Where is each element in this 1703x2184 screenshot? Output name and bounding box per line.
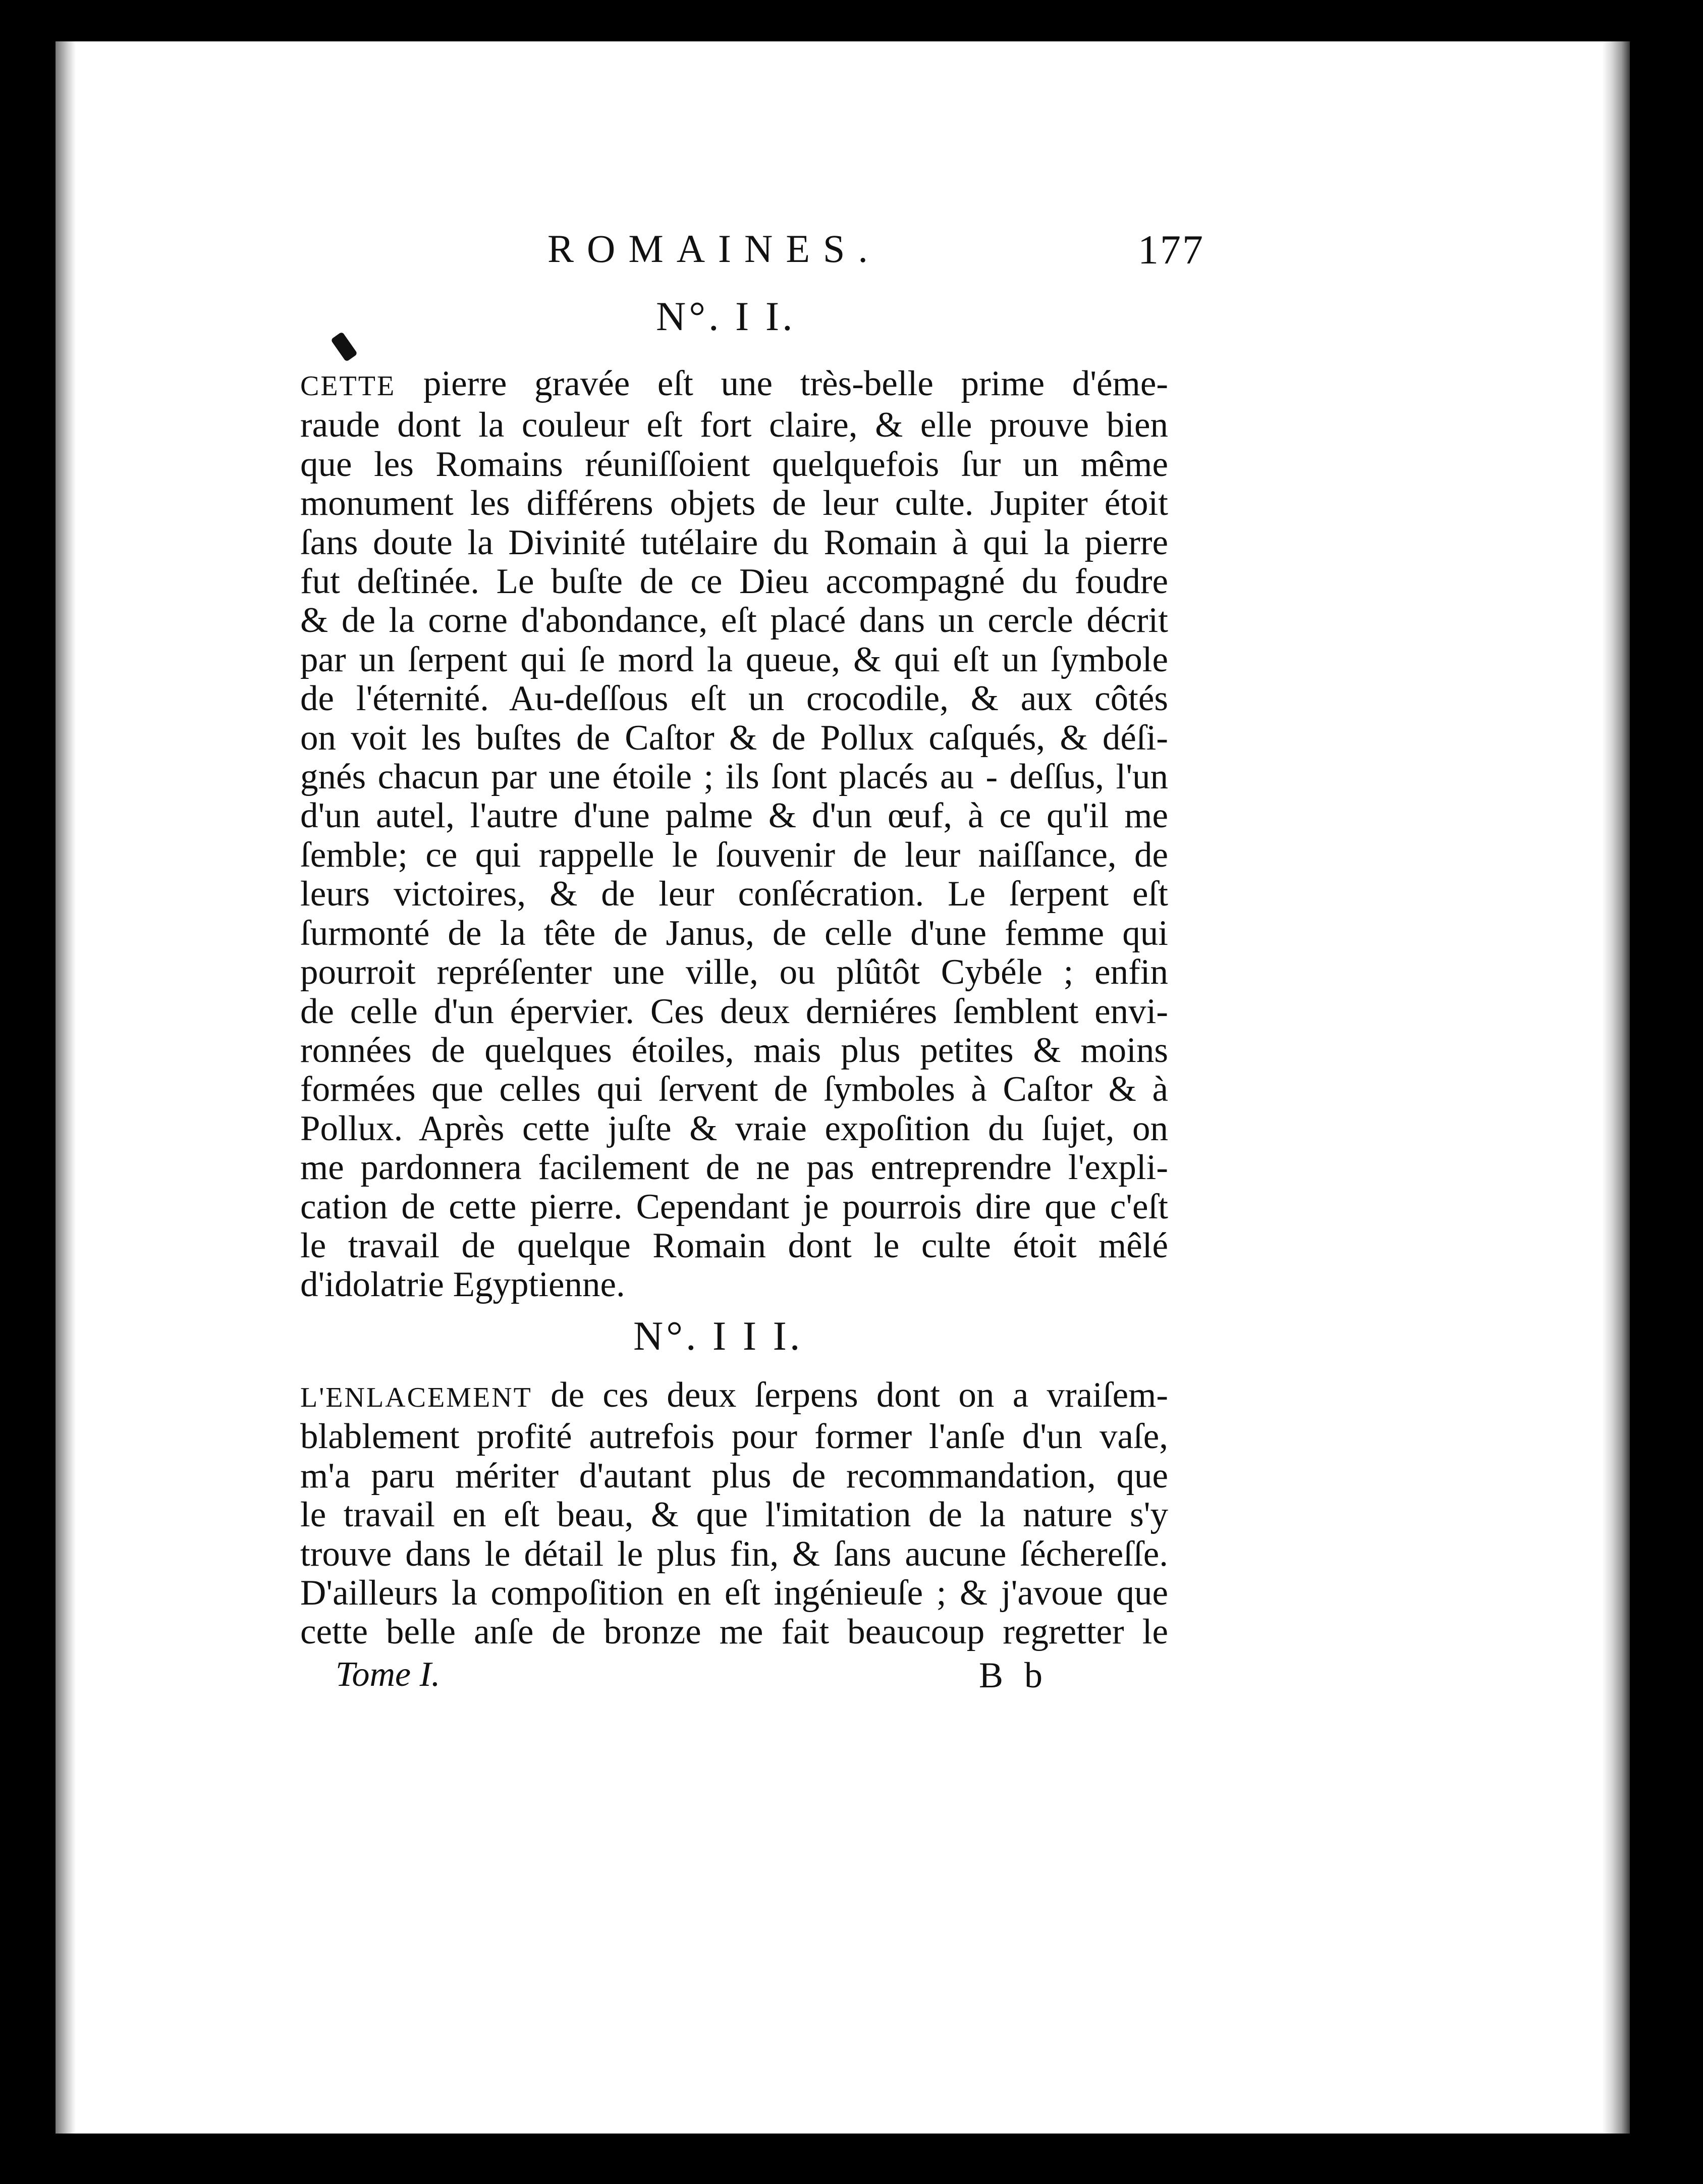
text-line: Pollux. Après cette juſte & vraie expoſition du ſujet, on: [300, 1108, 1168, 1148]
lead-in-small-caps: CETTE: [300, 370, 396, 402]
page-right-edge-shadow: [1602, 41, 1630, 2134]
section-heading-2: N°. I I.: [656, 293, 796, 339]
text-line: de celle d'un épervier. Ces deux derniéres ſemblent envi-: [300, 991, 1168, 1031]
text-line: le travail de quelque Romain dont le culte étoit mêlé: [300, 1226, 1168, 1265]
text-line: [300, 1376, 1168, 1417]
text-line: [300, 364, 1168, 406]
text-line: formées que celles qui ſervent de ſymboles à Caſtor & à: [300, 1070, 1168, 1109]
text-line: cation de cette pierre. Cependant je pourrois dire que c'eſt: [300, 1187, 1168, 1227]
text-line: me pardonnera facilement de ne pas entreprendre l'expli-: [300, 1148, 1168, 1188]
text-line: ſans doute la Divinité tutélaire du Romain à qui la pierre: [300, 522, 1168, 562]
section-heading-3: N°. I I I.: [633, 1313, 803, 1359]
paragraph-2: [300, 364, 1168, 1305]
text-line: ronnées de quelques étoiles, mais plus petites & moins: [300, 1030, 1168, 1070]
paragraph-3: [300, 1376, 1168, 1652]
text-line: cette belle anſe de bronze me fait beaucoup regretter le: [300, 1612, 1168, 1652]
text-line: que les Romains réuniſſoient quelquefois ſur un même: [300, 444, 1168, 484]
text-line: D'ailleurs la compoſition en eſt ingénieuſe ; & j'avoue que: [300, 1573, 1168, 1613]
text-line: leurs victoires, & de leur conſécration. Le ſerpent eſt: [300, 874, 1168, 914]
text-line: blablement profité autrefois pour former l'anſe d'un vaſe,: [300, 1417, 1168, 1457]
text-line: ſurmonté de la tête de Janus, de celle d'une femme qui: [300, 913, 1168, 953]
text-line: fut deſtinée. Le buſte de ce Dieu accompagné du foudre: [300, 562, 1168, 602]
text-line: de l'éternité. Au-deſſous eſt un crocodile, & aux côtés: [300, 679, 1168, 719]
running-head: ROMAINES.: [547, 227, 881, 271]
text-line: pourroit repréſenter une ville, ou plûtôt Cybéle ; enfin: [300, 952, 1168, 992]
volume-marker: Tome I.: [336, 1655, 441, 1694]
text-line: ſemble; ce qui rappelle le ſouvenir de leur naiſſance, de: [300, 835, 1168, 875]
text-line: on voit les buſtes de Caſtor & de Pollux caſqués, & déſi-: [300, 718, 1168, 758]
text-line: gnés chacun par une étoile ; ils ſont placés au - deſſus, l'un: [300, 757, 1168, 797]
text-line: m'a paru mériter d'autant plus de recommandation, que: [300, 1456, 1168, 1496]
text-line: le travail en eſt beau, & que l'imitation de la nature s'y: [300, 1495, 1168, 1535]
signature-mark: B b: [979, 1655, 1049, 1695]
text-line: & de la corne d'abondance, eſt placé dans un cercle décrit: [300, 601, 1168, 641]
text-line: d'un autel, l'autre d'une palme & d'un œuf, à ce qu'il me: [300, 796, 1168, 836]
page-left-edge-shadow: [56, 41, 76, 2134]
text-line-content: pierre gravée eſt une très-belle prime d'éme-: [396, 364, 1168, 403]
text-line: par un ſerpent qui ſe mord la queue, & qui eſt un ſymbole: [300, 640, 1168, 679]
text-line: d'idolatrie Egyptienne.: [300, 1265, 625, 1305]
text-line: monument les différens objets de leur culte. Jupiter étoit: [300, 484, 1168, 523]
text-line: raude dont la couleur eſt fort claire, & elle prouve bien: [300, 405, 1168, 445]
text-line: trouve dans le détail le plus fin, & ſans aucune ſéchereſſe.: [300, 1534, 1168, 1574]
lead-in-small-caps: L'ENLACEMENT: [300, 1382, 532, 1413]
text-line-content: de ces deux ſerpens dont on a vraiſem-: [532, 1375, 1168, 1415]
page-number: 177: [1138, 227, 1204, 273]
